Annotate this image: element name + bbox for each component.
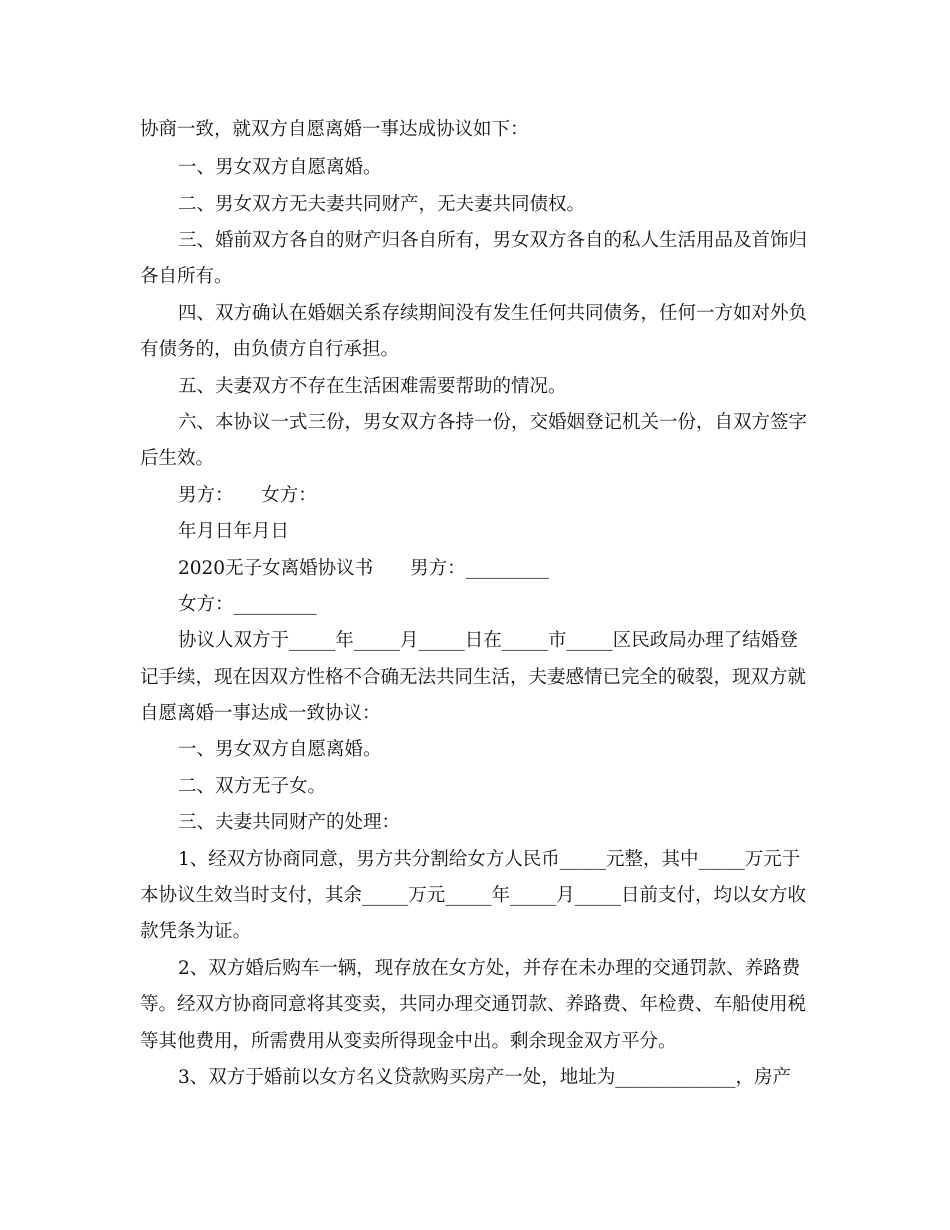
text-line: 四、双方确认在婚姻关系存续期间没有发生任何共同债务，任何一方如对外负 <box>178 303 808 324</box>
text-line: 女方：_________ <box>178 594 317 615</box>
text-line: 等其他费用，所需费用从变卖所得现金中出。剩余现金双方平分。 <box>140 1031 677 1052</box>
text-line: 3、双方于婚前以女方名义贷款购买房产一处，地址为_____________，房产 <box>178 1067 792 1088</box>
text-line: 一、男女双方自愿离婚。 <box>178 157 382 178</box>
text-line: 三、婚前双方各自的财产归各自所有，男女双方各自的私人生活用品及首饰归 <box>178 230 808 251</box>
date-line: 年月日年月日 <box>178 521 290 542</box>
text-line: 协议人双方于_____年_____月_____日在_____市_____区民政局办理了结婚登 <box>178 630 798 651</box>
text-line: 有债务的，由负债方自行承担。 <box>140 339 400 360</box>
text-line: 2、双方婚后购车一辆，现存放在女方处，并存在未办理的交通罚款、养路费 <box>178 958 801 979</box>
text-line: 等。经双方协商同意将其变卖，共同办理交通罚款、养路费、年检费、车船使用税 <box>140 994 807 1015</box>
text-line: 协商一致，就双方自愿离婚一事达成协议如下： <box>140 119 529 140</box>
text-line: 记手续，现在因双方性格不合确无法共同生活，夫妻感情已完全的破裂，现双方就 <box>140 667 807 688</box>
text-line: 二、男女双方无夫妻共同财产，无夫妻共同债权。 <box>178 194 586 215</box>
text-line: 五、夫妻双方不存在生活困难需要帮助的情况。 <box>178 376 567 397</box>
signature-line: 男方： 女方： <box>178 485 317 506</box>
text-line: 二、双方无子女。 <box>178 776 327 797</box>
text-line: 本协议生效当时支付，其余_____万元_____年_____月_____日前支付，均以女方收 <box>140 885 807 906</box>
heading-line: 2020无子女离婚协议书 男方：_________ <box>178 558 549 579</box>
text-line: 后生效。 <box>140 448 215 469</box>
text-line: 自愿离婚一事达成一致协议： <box>140 703 381 724</box>
text-line: 六、本协议一式三份，男女双方各持一份，交婚姻登记机关一份，自双方签字 <box>178 412 808 433</box>
text-line: 三、夫妻共同财产的处理： <box>178 812 401 833</box>
text-line: 1、经双方协商同意，男方共分割给女方人民币_____元整，其中_____万元于 <box>178 849 801 870</box>
text-line: 各自所有。 <box>140 266 233 287</box>
text-line: 一、男女双方自愿离婚。 <box>178 739 382 760</box>
text-line: 款凭条为证。 <box>140 921 252 942</box>
